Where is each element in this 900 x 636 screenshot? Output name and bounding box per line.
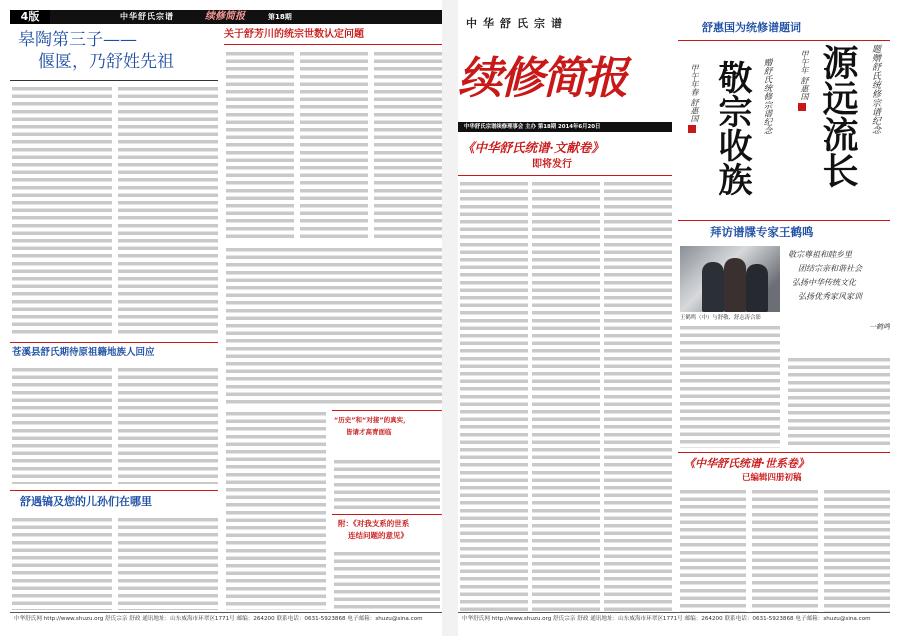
expert-calligraphy-line-2: 团结宗亲和谐社会 [798, 264, 862, 273]
newspaper-front-page [458, 10, 890, 626]
box-appendix-title-1: 附：《对我支系的世系 [338, 519, 410, 528]
box-history-headline [332, 410, 442, 458]
divider [10, 490, 218, 491]
divider [10, 80, 218, 81]
article-shufangchuan-body-col-a [226, 50, 294, 240]
box-appendix-title-2: 连结问题的意见》 [348, 531, 408, 540]
calligraphy-jingzong-sign-wrap [688, 64, 702, 204]
expert-sign: 一鹤鸣 [869, 323, 890, 331]
calligraphy-jingzong [710, 60, 756, 230]
calligraphy-jingzong-text: 敬宗收族 [712, 60, 752, 196]
divider [678, 220, 890, 221]
article-gaotao-body-col-a [12, 85, 112, 337]
page-footer: 中华舒氏网 http://www.shuzu.org 舒氏宗亲 舒政 通讯地址：山东威海市环翠区1771号 邮编：264200 联系电话：0631-5923868 电子邮箱：shuzu@sina.com [10, 612, 442, 626]
calligraphy-yuanyuan-sign-wrap [798, 50, 812, 160]
headline-line-1: 皋陶第三子—— [18, 30, 137, 50]
page-header-band [10, 10, 442, 24]
bottom-headline: 《中华舒氏统谱·世系卷》 [684, 457, 809, 470]
bottom-headline-sub: 已编辑四册初稿 [742, 473, 802, 483]
page-gutter [442, 0, 458, 636]
header-masthead: 中华舒氏宗谱 [120, 12, 174, 21]
calligraphy-yuanyuan-side-wrap [868, 44, 884, 184]
photo-caption: 王鹤鸣（中）与舒敬、舒志涛合影 [680, 315, 761, 321]
divider [224, 44, 442, 45]
visit-body-col-b [788, 356, 890, 448]
header-issue: 第18期 [268, 13, 292, 21]
article-cangxi-headline: 苍溪县舒氏期待原祖籍地族人回应 [12, 347, 155, 358]
article-shufangchuan-body-col-c [374, 50, 442, 240]
expert-calligraphy-line-4: 弘扬优秀家风家训 [798, 292, 862, 301]
person-silhouette [702, 262, 724, 312]
box-appendix-body [334, 550, 440, 610]
bottom-body-col-c [824, 488, 890, 612]
masthead-logo: 续修简报 [458, 53, 626, 104]
divider [10, 342, 218, 343]
box-history-body-col-a [226, 410, 326, 610]
calligraphy-yuanyuan-text: 源远流长 [817, 44, 859, 188]
article-shufangchuan-headline-wrap [224, 28, 442, 42]
page-number: 4版 [10, 10, 50, 24]
calligraphy-yuanyuan [816, 44, 862, 214]
expert-calligraphy-line-3: 弘扬中华传统文化 [792, 278, 856, 287]
article-shuyugao-body-col-a [12, 516, 112, 610]
divider [678, 40, 890, 41]
expert-calligraphy [788, 248, 890, 348]
expert-calligraphy-line-1: 敬宗尊祖和睦乡里 [788, 250, 852, 259]
article-cangxi-body-col-a [12, 366, 112, 484]
box-history-title-2: 皆请才高青面临 [346, 428, 392, 436]
masthead-top: 中华舒氏宗谱 [466, 17, 568, 30]
visit-body-col-a [680, 324, 780, 448]
article-gaotao-headline [10, 28, 218, 76]
article-shufangchuan-body-col-b [300, 50, 368, 240]
calligraphy-jingzong-side-wrap [760, 58, 774, 188]
seal-icon [798, 103, 806, 111]
calligraphy-yuanyuan-side: 题赠舒氏统修宗谱纪念 [870, 44, 880, 134]
article-gaotao-body-col-b [118, 85, 218, 337]
inscription-title: 舒惠国为统修谱题词 [702, 21, 801, 34]
box-history-title-1: “历史”和“对接”的真实， [334, 416, 410, 424]
article-shufangchuan-body-cont [226, 246, 442, 406]
calligraphy-yuanyuan-sign: 甲午年 舒惠国 [800, 50, 809, 101]
lead-body-col-b [532, 180, 600, 612]
lead-headline-sub: 即将发行 [532, 159, 572, 170]
article-shuyugao-body-col-b [118, 516, 218, 610]
page-footer: 中华舒氏网 http://www.shuzu.org 舒氏宗亲 舒政 通讯地址：山东威海市环翠区1771号 邮编：264200 联系电话：0631-5923868 电子邮箱：shuzu@sina.com [458, 612, 890, 626]
masthead-sub-band: 中华舒氏宗谱续修理事会 主办 第18期 2014年6月20日 [458, 122, 672, 132]
calligraphy-jingzong-side: 赠舒氏统修宗谱纪念 [762, 58, 772, 135]
person-silhouette [746, 264, 768, 312]
bottom-body-col-b [752, 488, 818, 612]
visit-headline: 拜访谱牒专家王鹤鸣 [710, 225, 814, 239]
article-cangxi-body-col-b [118, 366, 218, 484]
divider [678, 452, 890, 453]
headline-line-2: 偃匽，乃舒姓先祖 [38, 52, 174, 72]
article-shufangchuan-headline: 关于舒芳川的统宗世数认定问题 [224, 29, 364, 40]
divider [458, 175, 672, 176]
lead-body-col-c [604, 180, 672, 612]
bottom-body-col-a [680, 488, 746, 612]
article-shuyugao-headline: 舒遇镐及您的儿孙们在哪里 [20, 495, 152, 508]
person-silhouette [724, 258, 746, 312]
lead-headline: 《中华舒氏统谱·文献卷》 [462, 140, 604, 155]
seal-icon [688, 125, 696, 133]
calligraphy-jingzong-sign: 甲午年春 舒惠国 [690, 64, 699, 123]
newspaper-page-4 [10, 10, 442, 626]
expert-photo [680, 246, 780, 312]
header-masthead-script: 续修简报 [205, 11, 245, 22]
box-appendix-headline [332, 514, 442, 546]
box-history-body-col-b [334, 458, 440, 510]
lead-body-col-a [460, 180, 528, 612]
